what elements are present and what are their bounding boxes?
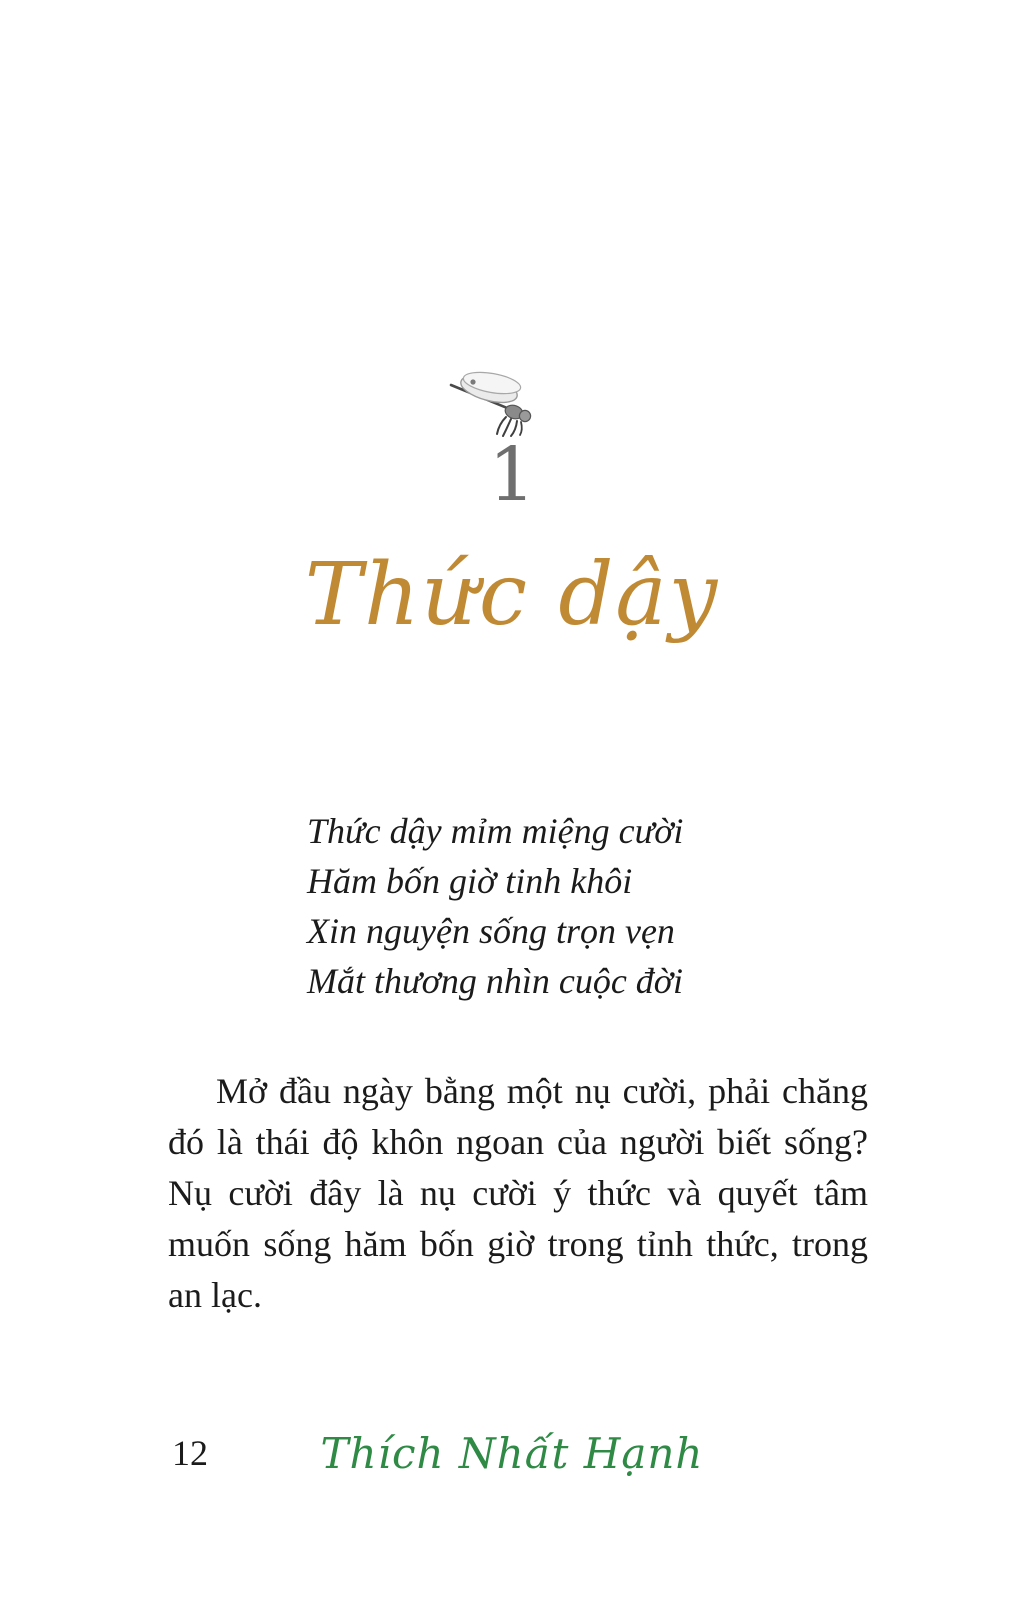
chapter-poem (307, 806, 683, 1006)
poem-line-4: Mắt thương nhìn cuộc đời (307, 961, 684, 1001)
page-number: 12 (172, 1433, 208, 1473)
poem-line-2: Hăm bốn giờ tinh khôi (307, 861, 633, 901)
page-footer (0, 1426, 1024, 1486)
author-name: Thích Nhất Hạnh (320, 1429, 704, 1478)
poem-line-1: Thức dậy mỉm miệng cười (307, 811, 684, 851)
poem-line-3: Xin nguyện sống trọn vẹn (307, 911, 675, 951)
chapter-title: Thức dậy (304, 545, 720, 645)
chapter-number: 1 (488, 432, 536, 518)
body-paragraph: Mở đầu ngày bằng một nụ cười, phải chăng đó là thái độ khôn ngoan của người biết sống? Nụ cười đây là nụ cười ý thức và quyết tâm muốn sống hăm bốn giờ trong tỉnh thức, trong an lạc. (168, 1071, 868, 1315)
